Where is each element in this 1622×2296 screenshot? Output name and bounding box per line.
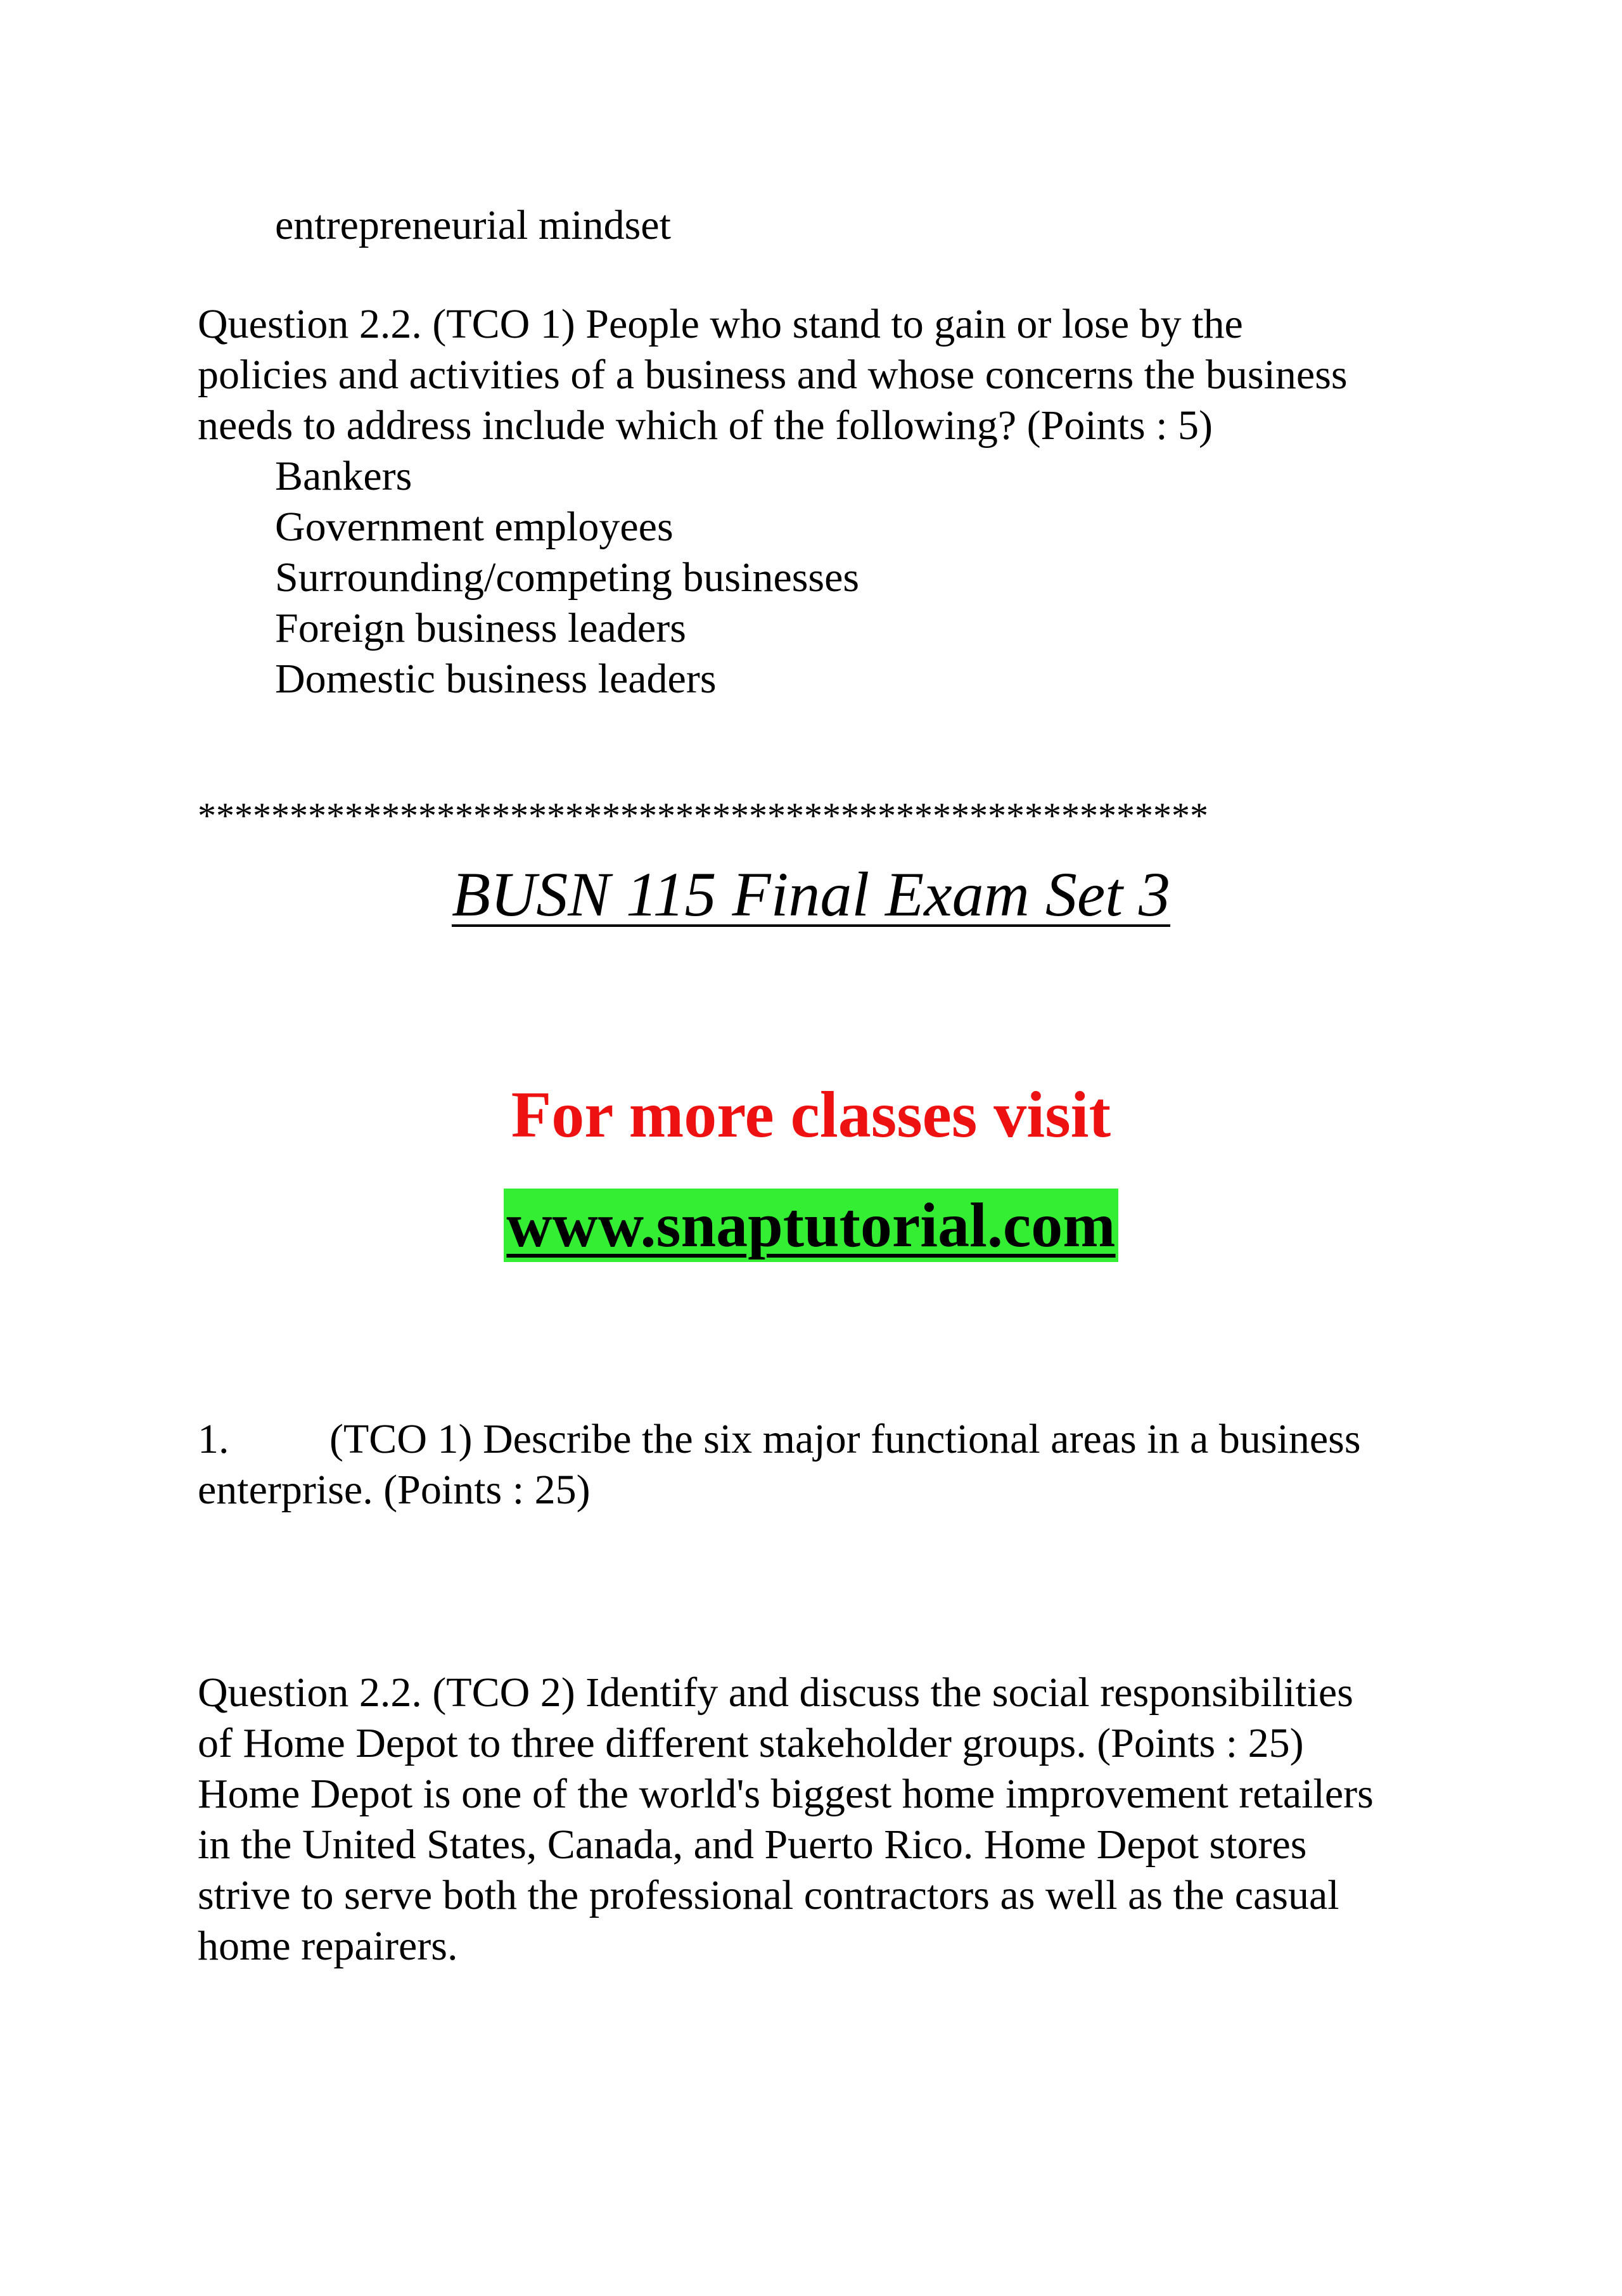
promo-text: For more classes visit: [511, 1078, 1111, 1151]
answer-option: Foreign business leaders: [275, 605, 686, 651]
question-line: policies and activities of a business and whose concerns the business: [198, 352, 1348, 398]
answer-option: Bankers: [275, 453, 412, 499]
question-line: of Home Depot to three different stakeholder groups. (Points : 25): [198, 1720, 1304, 1766]
answer-option: Surrounding/competing businesses: [275, 554, 860, 601]
question-line: enterprise. (Points : 25): [198, 1467, 591, 1513]
question-line: Question 2.2. (TCO 2) Identify and discuss the social responsibilities: [198, 1669, 1353, 1716]
option-continuation: entrepreneurial mindset: [275, 202, 671, 248]
question-line: strive to serve both the professional contractors as well as the casual: [198, 1872, 1339, 1918]
question-line: (TCO 1) Describe the six major functional areas in a business: [329, 1416, 1361, 1462]
asterisk-divider: *******************************************************: [198, 795, 1208, 836]
url-container: [0, 1189, 1622, 1262]
answer-option: Government employees: [275, 504, 674, 550]
question-line: Question 2.2. (TCO 1) People who stand to gain or lose by the: [198, 301, 1243, 347]
question-line: home repairers.: [198, 1923, 458, 1969]
question-line: Home Depot is one of the world's biggest home improvement retailers: [198, 1771, 1374, 1817]
question-line: needs to address include which of the following? (Points : 5): [198, 402, 1213, 449]
answer-option: Domestic business leaders: [275, 656, 717, 702]
exam-title: BUSN 115 Final Exam Set 3: [451, 859, 1171, 929]
question-line: in the United States, Canada, and Puerto Rico. Home Depot stores: [198, 1821, 1307, 1868]
website-link[interactable]: www.snaptutorial.com: [504, 1189, 1118, 1262]
question-number: 1.: [198, 1416, 229, 1462]
